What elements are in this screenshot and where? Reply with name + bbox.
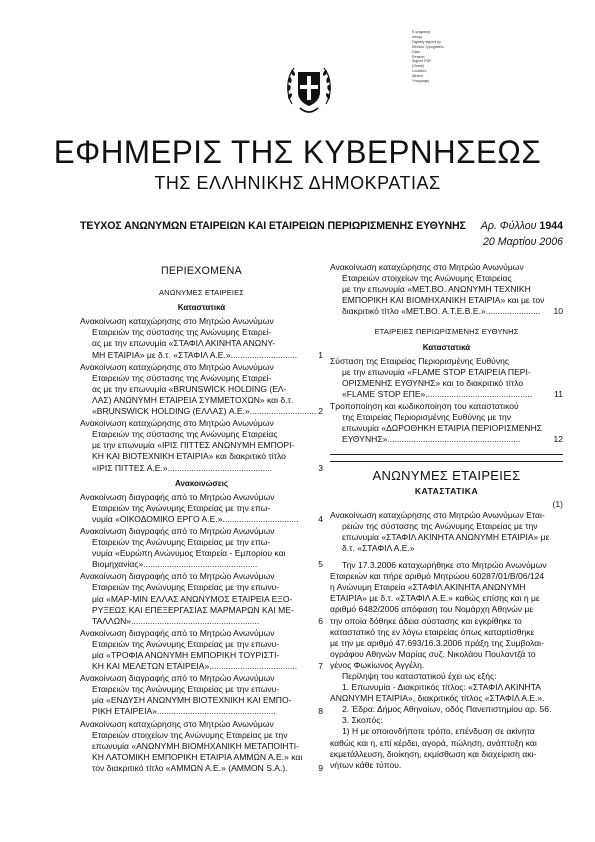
contents-entry: [80, 362, 323, 417]
text-line: καθώς και η, επί κέρδει, αγορά, πώληση, ανάπτυξη και: [330, 737, 537, 748]
text-line: ρειών της σύστασης της Ανώνυμης Εταιρείας με την: [342, 520, 538, 531]
entry-line: νυμία «ΟΙΚΟΔΟΜΙΚΟ ΕΡΓΟ Α.Ε.»................................: [92, 513, 299, 524]
entry-line: με την επωνυμία «ΙΡΙΣ ΠΙΤΤΕΣ ΑΝΩΝΥΜΗ ΕΜΠΟΡΙ-: [92, 440, 295, 451]
entry-line: της Εταιρείας Περιορισμένης Ευθύνης με την: [342, 412, 512, 423]
entry-line: ΚΗ ΛΑΤΟΜΙΚΗ ΕΜΠΟΡΙΚΗ ΕΤΑΙΡΙΑ ΑΜΜΩΝ Α.Ε.» και: [92, 751, 303, 762]
entry-page-number: 8: [318, 706, 323, 717]
text-line: Εταιρειών και πήρε αριθμό Μητρώου 60287/01/Β/06/124: [330, 571, 545, 582]
text-line: εκμετάλλευση, διοίκηση, εκμίσθωση και διαχείριση ακι-: [330, 748, 537, 759]
issue-series: ΤΕΥΧΟΣ ΑΝΩΝΥΜΩΝ ΕΤΑΙΡΕΙΩΝ ΚΑΙ ΕΤΑΙΡΕΙΩΝ ΠΕΡΙΩΡΙΣΜΕΝΗΣ ΕΥΘΥΝΗΣ: [80, 220, 466, 232]
entry-line: Εταιρειών της σύστασης της Ανώνυμης Εταιρείας: [92, 429, 278, 440]
stamp-line: (Greek): [412, 64, 425, 69]
entry-page-number: 4: [318, 513, 323, 524]
entry-line: επωνυμία «ΑΝΩΝΥΜΗ ΒΙΟΜΗΧΑΝΙΚΗ ΜΕΤΑΠΟΙΗΤΙ-: [92, 740, 300, 751]
divider-bottom: [330, 461, 563, 462]
entry-line: Εταιρειών της Ανώνυμης Εταιρείας με την επω-: [92, 502, 271, 513]
gazette-subtitle: ΤΗΣ ΕΛΛΗΝΙΚΗΣ ΔΗΜΟΚΡΑΤΙΑΣ: [154, 173, 441, 193]
contents-entry: [80, 719, 323, 774]
contents-entry: [80, 316, 323, 360]
entry-line: Ανακοίνωση διαγραφής από το Μητρώο Ανωνύμων: [80, 491, 275, 502]
issue-header: [80, 220, 563, 248]
contents-entry: [80, 418, 323, 473]
text-line: 3. Σκοπός:: [342, 715, 383, 726]
entry-line: Σύσταση της Εταιρείας Περιορισμένης Ευθύνης: [330, 355, 509, 366]
text-line: καταστατικό της εν λόγω εταιρείας όπως καταρτίσθηκε: [330, 626, 535, 637]
contents-notices-heading: Ανακοινώσεις: [174, 478, 228, 488]
contents-entry: [330, 401, 563, 445]
notices-list: [80, 492, 323, 774]
contents-entry: [80, 673, 323, 717]
entry-page-number: 3: [318, 462, 323, 473]
stamp-line: Reason:: [412, 54, 426, 59]
entry-line: Ανακοίνωση καταχώρησης στο Μητρώο Ανωνύμων: [80, 418, 274, 429]
entry-page-number: 7: [318, 661, 323, 672]
entry-line: με την επωνυμία «ΜΕΤ.ΒΟ. ΑΝΩΝΥΜΗ ΤΕΧΝΙΚΗ: [342, 284, 531, 295]
entry-line: Εταιρειών στοιχείων της Ανώνυμης Εταιρείας με την: [92, 729, 288, 740]
contents-entry: [80, 628, 323, 672]
contents-entry: [330, 356, 563, 400]
right-column: [330, 262, 563, 771]
text-line: η Ανώνυμη Εταιρεία «ΣΤΑΦΙΛ ΑΚΙΝΗΤΑ ΑΝΩΝΥΜΗ: [330, 582, 526, 593]
entry-line: ΕΥΘΥΝΗΣ»........................................................: [342, 434, 521, 445]
entry-line: Εταιρειών της σύστασης της Ανώνυμης Εταιρεί-: [92, 372, 272, 383]
entry-line: νυμία «Ευρώπη Ανώνυμος Εταιρεία - Εμπορίου και: [92, 548, 286, 559]
entry-page-number: 2: [318, 406, 323, 417]
entry-line: Ανακοίνωση διαγραφής από το Μητρώο Ανωνύμων: [80, 673, 275, 684]
entry-line: μία «ΜΑΡ-ΜΙΝ ΕΛΛΑΣ ΑΝΩΝΥΜΟΣ ΕΤΑΙΡΕΙΑ ΕΞΟ-: [92, 593, 293, 604]
ltd-statutes-list: [330, 356, 563, 446]
entry-line: Εταιρειών της σύστασης της Ανώνυμης Εταιρεί-: [92, 327, 272, 338]
entry-line: Ανακοίνωση διαγραφής από το Μητρώο Ανωνύμων: [80, 525, 275, 536]
stamp-line: Date:: [412, 49, 421, 54]
stamp-line: Location:: [412, 69, 427, 74]
section-subtitle: ΚΑΤΑΣΤΑΤΙΚΑ: [414, 485, 479, 496]
stamp-line: Ε.ψηφιακής: [412, 30, 431, 34]
divider-top: [330, 454, 563, 455]
stamp-line: Signed PDF: [412, 59, 432, 64]
entry-line: Εταιρειών στοιχείων της Ανώνυμης Εταιρείας: [342, 273, 512, 284]
stamp-line: Ethniko Typografeio: [412, 44, 444, 49]
entry-line: Ανακοίνωση διαγραφής από το Μητρώο Ανωνύμων: [80, 571, 275, 582]
text-line: νήτων κάθε τύπου.: [330, 759, 402, 770]
contents-entry: [80, 571, 323, 626]
issue-date: 20 Μαρτίου 2006: [483, 236, 563, 248]
entry-line: Τροποποίηση και κωδικοποίηση του καταστατικού: [330, 401, 519, 412]
entry-line: «ΙΡΙΣ ΠΙΤΤΕΣ Α.Ε.»............................................: [92, 462, 273, 473]
text-line: Περίληψη του καταστατικού έχει ως εξής:: [342, 671, 497, 681]
entry-line: ας με την επωνυμία «ΣΤΑΦΙΛ ΑΚΙΝΗΤΑ ΑΝΩΝΥ-: [92, 338, 276, 349]
contents-entry: [330, 262, 563, 317]
entry-line: Εταιρειών της Ανώνυμης Εταιρείας με την επω-: [92, 537, 271, 548]
entry-line: ΤΑΛΛΩΝ»......................................................: [92, 615, 260, 626]
entry-line: μία «ΕΝΔΥΣΗ ΑΝΩΝΥΜΗ ΒΙΟΤΕΧΝΙΚΗ ΚΑΙ ΕΜΠΟ-: [92, 695, 292, 706]
contents-statutes-heading: Καταστατικά: [177, 303, 226, 313]
entry-line: Εταιρειών της Ανώνυμης Εταιρείας με την επωνυ-: [92, 582, 280, 593]
stamp-line: Υπογραφή: [412, 79, 430, 84]
text-line: με την με αριθμό 47.693/16.3.2006 πράξη της Συμβολαι-: [330, 637, 544, 648]
entry-line: με την επωνυμία «FLAME STOP ΕΤΑΙΡΕΙΑ ΠΕΡΙ-: [342, 366, 531, 377]
section-intro: [330, 510, 563, 554]
stamp-line: Athens: [412, 74, 424, 79]
entry-page-number: 10: [553, 306, 563, 317]
entry-line: μία «ΤΡΟΦΙΑ ΑΝΩΝΥΜΗ ΕΜΠΟΡΙΚΗ ΤΟΥΡΙΣΤΙ-: [92, 650, 280, 660]
entry-page-number: 1: [318, 349, 323, 360]
entry-line: ΜΗ ΕΤΑΙΡΙΑ» με δ.τ. «ΣΤΑΦΙΛ Α.Ε.»............................: [92, 349, 298, 360]
text-line: γένος Φωκίωνος Αγγέλη.: [330, 659, 425, 670]
issue-number: [481, 220, 563, 232]
digital-signature-stamp: [412, 30, 507, 84]
entry-line: Εταιρειών της Ανώνυμης Εταιρείας με την επωνυ-: [92, 638, 280, 649]
entry-page-number: 5: [318, 559, 323, 570]
contents-entry: [80, 492, 323, 525]
text-line: 2. Έδρα: Δήμος Αθηναίων, οδός Πανεπιστημίου αρ. 56.: [342, 704, 552, 715]
entry-line: Ανακοίνωση καταχώρησης στο Μητρώο Ανωνύμων: [330, 262, 524, 272]
entry-line: ΚΗ ΚΑΙ ΒΙΟΤΕΧΝΙΚΗ ΕΤΑΙΡΙΑ» και διακριτικό τίτλο: [92, 451, 286, 462]
text-line: ογράφου Αθηνών Μαρίας συζ. Νικολάου Πουλαντζά το: [330, 648, 536, 659]
entry-line: ΡΥΞΕΩΣ ΚΑΙ ΕΠΕΞΕΡΓΑΣΙΑΣ ΜΑΡΜΑΡΩΝ ΚΑΙ ΜΕ-: [92, 604, 294, 615]
text-line: δ.τ. «ΣΤΑΦΙΛ Α.Ε.»: [342, 542, 415, 553]
stamp-line: υπογρ.: [412, 34, 424, 39]
section-summary: [330, 671, 563, 771]
entry-line: Ανακοίνωση καταχώρησης στο Μητρώο Ανωνύμων: [80, 718, 274, 729]
entry-line: διακριτικό τίτλο «ΜΕΤ.ΒΟ. Α.Τ.Ε.Β.Ε.».......................: [342, 306, 541, 317]
section-title: ΑΝΩΝΥΜΕΣ ΕΤΑΙΡΕΙΕΣ: [372, 468, 521, 484]
entry-line: Ανακοίνωση διαγραφής από το Μητρώο Ανωνύμων: [80, 627, 275, 638]
entry-line: Ανακοίνωση καταχώρησης στο Μητρώο Ανωνύμων: [80, 316, 274, 327]
text-line: Ανακοίνωση καταχώρησης στο Μητρώο Ανωνύμων Εται-: [330, 509, 545, 520]
text-line: ΕΤΑΙΡΙΑ» με δ.τ. «ΣΤΑΦΙΛ Α.Ε.» καθώς επίσης και η με: [330, 593, 540, 604]
entry-line: Ανακοίνωση καταχώρησης στο Μητρώο Ανωνύμων: [80, 361, 274, 372]
gazette-title: ΕΦΗΜΕΡΙΣ ΤΗΣ ΚΥΒΕΡΝΗΣΕΩΣ: [53, 134, 542, 170]
masthead: [0, 133, 595, 194]
contents-ltd-heading: ΕΤΑΙΡΕΙΕΣ ΠΕΡΙΩΡΙΣΜΕΝΗΣ ΕΥΘΥΝΗΣ: [374, 327, 519, 337]
national-emblem-icon: [284, 60, 334, 120]
entry-line: «FLAME STOP ΕΠΕ».............................................: [342, 388, 533, 399]
text-line: ΑΝΩΝΥΜΗ ΕΤΑΙΡΙΑ», διακριτικός τίτλος «ΣΤΑΦΙΛ Α.Ε.».: [330, 693, 545, 704]
stamp-line: Digitally signed by: [412, 39, 441, 44]
entry-line: ΛΑΣ) ΑΝΩΝΥΜΗ ΕΤΑΙΡΕΙΑ ΣΥΜΜΕΤΟΧΩΝ» και δ.τ.: [92, 394, 294, 405]
entry-line: επωνυμία «ΔΩΡΟΘΗΚΗ ΕΤΑΙΡΙΑ ΠΕΡΙΟΡΙΣΜΕΝΗΣ: [342, 423, 543, 434]
entry-line: ας με την επωνυμία «BRUNSWICK HOLDING (ΕΛ-: [92, 383, 287, 394]
entry-line: τον διακριτικό τίτλο «ΑΜΜΩΝ Α.Ε.» (AMMON S.A.).: [92, 762, 288, 773]
contents-ltd-statutes-heading: Καταστατικά: [422, 342, 471, 352]
entry-page-number: 9: [318, 762, 323, 773]
right-notice-list: [330, 262, 563, 317]
entry-line: Βιομηχανίας»................................................: [92, 559, 258, 570]
text-line: αριθμό 6482/2006 απόφαση του Νομάρχη Αθηνών με: [330, 604, 534, 615]
contents-sa-heading: ΑΝΩΝΥΜΕΣ ΕΤΑΙΡΕΙΕΣ: [158, 288, 245, 298]
entry-page-number: 6: [318, 615, 323, 626]
text-line: 1) Η με οποιονδήποτε τρόπο, επένδυση σε ακίνητα: [342, 726, 535, 737]
entry-line: Εταιρειών της Ανώνυμης Εταιρείας με την επωνυ-: [92, 684, 280, 695]
entry-line: ΚΗ ΚΑΙ ΜΕΛΕΤΩΝ ΕΤΑΙΡΕΙΑ».....................................: [92, 661, 298, 672]
text-line: την οποία δόθηκε άδεια σύστασης και εγκρίθηκε το: [330, 615, 522, 626]
text-line: επωνυμία «ΣΤΑΦΙΛ ΑΚΙΝΗΤΑ ΑΝΩΝΥΜΗ ΕΤΑΙΡΙΑ» με: [342, 531, 550, 542]
entry-page-number: 12: [553, 434, 563, 445]
issue-number-label: Αρ. Φύλλου: [480, 220, 537, 232]
entry-line: ΡΙΚΗ ΕΤΑΙΡΕΙΑ»..................................................: [92, 706, 276, 717]
contents-title: ΠΕΡΙΕΧΟΜΕΝΑ: [160, 265, 242, 277]
issue-number-value: 1944: [539, 220, 563, 232]
text-line: 1. Επωνυμία - Διακριτικός τίτλος: «ΣΤΑΦΙΛ ΑΚΙΝΗΤΑ: [342, 682, 541, 693]
text-line: Την 17.3.2006 καταχωρήθηκε στο Μητρώο Ανωνύμων: [342, 560, 547, 571]
statutes-list: [80, 316, 323, 473]
contents-entry: [80, 526, 323, 570]
contents-column: [80, 266, 323, 775]
section-item-number: (1): [552, 498, 563, 509]
section-body: [330, 560, 563, 671]
entry-line: ΟΡΙΣΜΕΝΗΣ ΕΥΘΥΝΗΣ» και το διακριτικό τίτλο: [342, 377, 524, 388]
entry-line: «BRUNSWICK HOLDING (ΕΛΛΑΣ) Α.Ε.»............................: [92, 406, 317, 417]
entry-line: ΕΜΠΟΡΙΚΗ ΚΑΙ ΒΙΟΜΗΧΑΝΙΚΗ ΕΤΑΙΡΙΑ» και με τον: [342, 295, 545, 306]
entry-page-number: 11: [554, 388, 563, 399]
